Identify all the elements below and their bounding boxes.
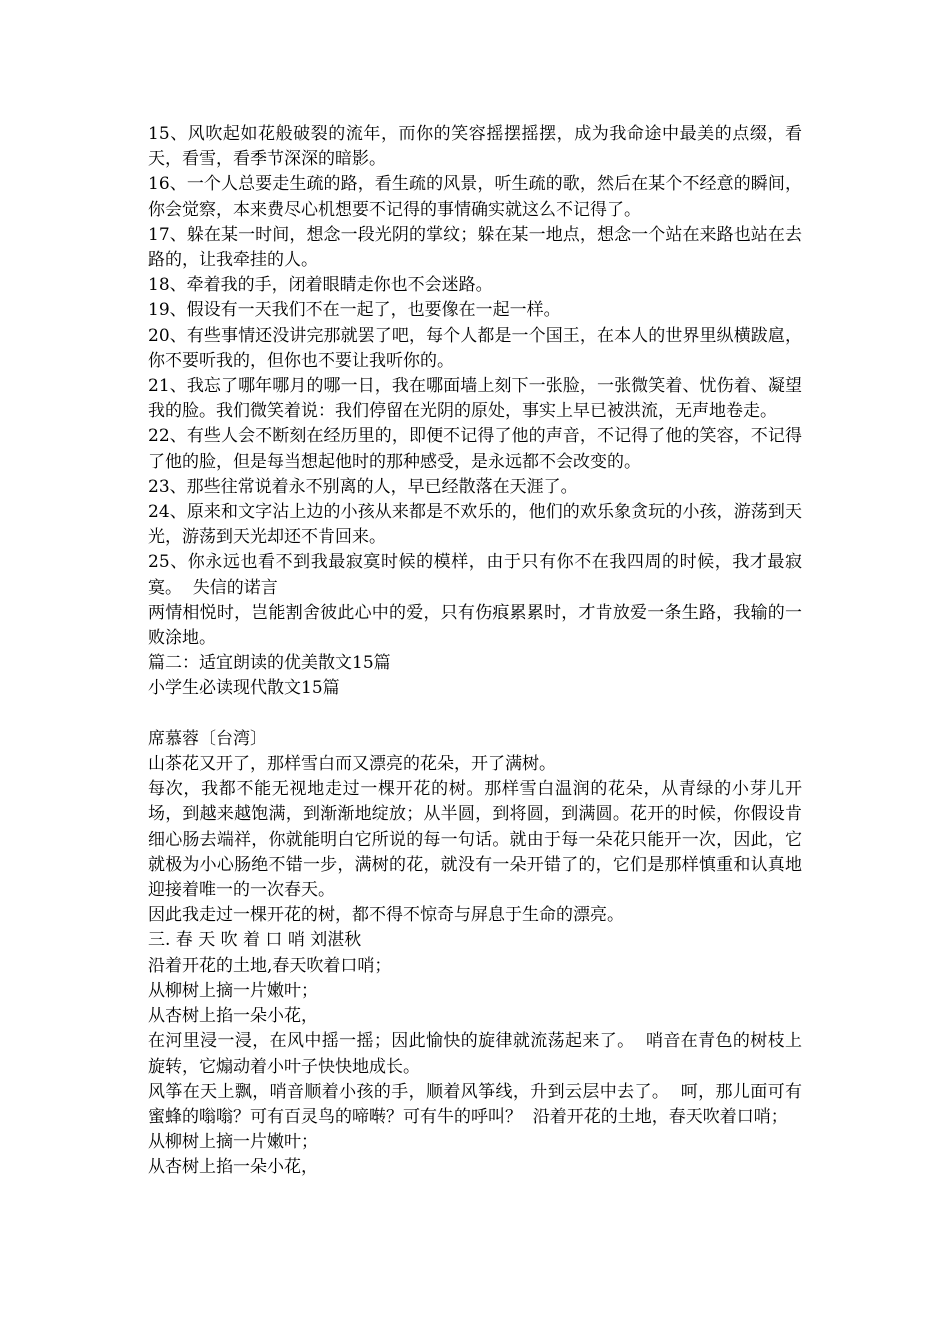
poem-title: 三. 春 天 吹 着 口 哨 刘湛秋 <box>148 930 362 951</box>
paragraph-15: 15、风吹起如花般破裂的流年，而你的笑容摇摆摇摆，成为我命途中最美的点缀，看天，看雪，看季节深深的暗影。 <box>148 124 802 170</box>
paragraph-24: 24、原来和文字沾上边的小孩从来都是不欢乐的，他们的欢乐象贪玩的小孩，游荡到天光，游荡到天光却还不肯回来。 <box>148 502 802 548</box>
poem-line: 风筝在天上飘，哨音顺着小孩的手，顺着风筝线，升到云层中去了。 呵，那儿面可有蜜蜂的嗡嗡？可有百灵鸟的啼啭？可有牛的呼叫？ 沿着开花的土地，春天吹着口哨； <box>148 1081 802 1127</box>
paragraph-23: 23、那些往常说着永不别离的人，早已经散落在天涯了。 <box>148 476 578 497</box>
paragraph-17: 17、躲在某一时间，想念一段光阴的掌纹；躲在某一地点，想念一个站在来路也站在去路的，让我牵挂的人。 <box>148 224 802 271</box>
paragraph-20: 20、有些事情还没讲完那就罢了吧，每个人都是一个国王，在本人的世界里纵横跋扈，你不要听我的，但你也不要让我听你的。 <box>148 325 802 371</box>
poem-line: 沿着开花的土地,春天吹着口哨； <box>148 955 392 976</box>
blank-line <box>148 702 802 727</box>
section-heading-part-two: 篇二：适宜朗读的优美散文15篇 <box>148 653 391 674</box>
paragraph-18: 18、牵着我的手，闭着眼睛走你也不会迷路。 <box>148 275 493 296</box>
paragraph-19: 19、假设有一天我们不在一起了，也要像在一起一样。 <box>148 300 561 321</box>
paragraph-25: 25、你永远也看不到我最寂寞时候的模样，由于只有你不在我四周的时候，我才最寂寞。 失信的诺言 <box>148 552 802 598</box>
poem-line: 在河里浸一浸，在风中摇一摇；因此愉快的旋律就流荡起来了。 哨音在青色的树枝上旋转，它煽动着小叶子快快地成长。 <box>148 1031 802 1077</box>
document-body <box>148 122 802 1181</box>
section-subheading: 小学生必读现代散文15篇 <box>148 678 340 699</box>
paragraph-life-beauty: 因此我走过一棵开花的树，都不得不惊奇与屏息于生命的漂亮。 <box>148 905 624 926</box>
author-line: 席慕蓉〔台湾〕 <box>148 728 267 749</box>
poem-line: 从杏树上掐一朵小花， <box>148 1157 318 1178</box>
poem-line: 从柳树上摘一片嫩叶； <box>148 980 318 1001</box>
poem-line: 从杏树上掐一朵小花， <box>148 1006 318 1027</box>
paragraph-flowering-tree: 每次，我都不能无视地走过一棵开花的树。那样雪白温润的花朵，从青绿的小芽儿开场，到越来越饱满，到渐渐地绽放；从半圆，到将圆，到满圆。花开的时候，你假设肯细心肠去端祥，你就能明白它所说的每一句话。就由于每一朵花只能开一次，因此，它就极为小心肠绝不错一步，满树的花，就没有一朵开错了的，它们是那样慎重和认真地迎接着唯一的一次春天。 <box>148 779 802 901</box>
paragraph-21: 21、我忘了哪年哪月的哪一日，我在哪面墙上刻下一张脸，一张微笑着、忧伤着、凝望我的脸。我们微笑着说：我们停留在光阴的原处，事实上早已被洪流，无声地卷走。 <box>148 376 802 422</box>
poem-line: 从柳树上摘一片嫩叶； <box>148 1132 318 1153</box>
paragraph-camellia: 山茶花又开了，那样雪白而又漂亮的花朵，开了满树。 <box>148 754 556 775</box>
paragraph-22: 22、有些人会不断刻在经历里的，即便不记得了他的声音，不记得了他的笑容，不记得了他的脸，但是每当想起他时的那种感受，是永远都不会改变的。 <box>148 426 802 472</box>
paragraph-16: 16、一个人总要走生疏的路，看生疏的风景，听生疏的歌，然后在某个不经意的瞬间，你会觉察，本来费尽心机想要不记得的事情确实就这么不记得了。 <box>148 174 802 220</box>
paragraph-love-lines: 两情相悦时，岂能割舍彼此心中的爱，只有伤痕累累时，才肯放爱一条生路，我输的一败涂地。 <box>148 602 802 649</box>
